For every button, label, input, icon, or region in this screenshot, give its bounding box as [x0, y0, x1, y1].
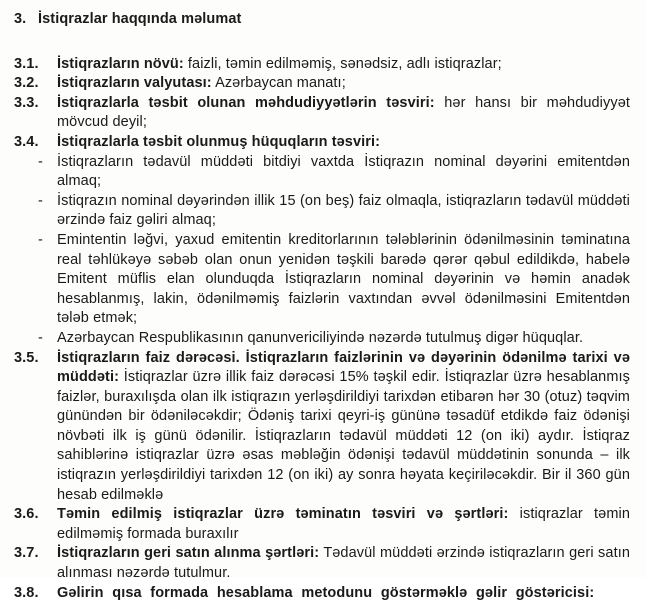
- section-number: 3.2.: [14, 75, 39, 92]
- section-number: 3.4.: [14, 133, 39, 150]
- bullet-dash: -: [38, 329, 43, 346]
- bullet-dash: -: [38, 153, 43, 170]
- heading-number: 3.: [14, 11, 27, 27]
- section-label: İstiqrazların faiz dərəcəsi. İstiqrazların faizlərinin və dəyərinin ödənilmə tarixi və müddəti:: [57, 349, 630, 386]
- section-number: 3.5.: [14, 349, 39, 366]
- section-3-4: [14, 133, 630, 153]
- section-label: İstiqrazların geri satın alınma şərtləri:: [57, 545, 320, 562]
- section-label: Təmin edilmiş istiqrazlar üzrə təminatın təsviri və şərtləri:: [57, 506, 509, 523]
- section-body: [57, 133, 630, 153]
- bullet-text: Emintentin ləğvi, yaxud emitentin kreditorlarının tələblərinin ödənilməsinin təminatına real təhlükəyə səbəb olan onun yenidən təşkili barədə qərər qəbul edildikdə, habelə Emitent müflis elan olunduqda İstiqrazların nominal dəyərinin və həmin anadək hesablanmış, lakin, ödənilməmiş faizlərin vaxtından əvvəl ödənilməsini Emitentdən tələb etmək;: [57, 231, 630, 327]
- section-number: 3.8.: [14, 584, 39, 601]
- section-number: 3.1.: [14, 55, 39, 72]
- document-heading: [14, 10, 630, 30]
- bullet-text: İstiqrazın nominal dəyərindən illik 15 (on beş) faiz olmaqla, istiqrazların tədavül müddəti ərzində faiz gəliri almaq;: [57, 192, 630, 229]
- bullet-text: Azərbaycan Respublikasının qanunvericiliyində nəzərdə tutulmuş digər hüquqlar.: [57, 329, 584, 346]
- section-body: [57, 505, 630, 544]
- section-number: 3.6.: [14, 506, 39, 523]
- section-3-1: [14, 55, 630, 75]
- section-3-3: [14, 94, 630, 133]
- section-text: Azərbaycan manatı;: [215, 75, 346, 92]
- bullet-dash: -: [38, 231, 43, 248]
- bullet-dash: -: [38, 192, 43, 209]
- section-text: hər hansı bir məhdudiyyət mövcud deyil;: [57, 94, 630, 131]
- list-item: [14, 153, 630, 192]
- section-3-8: [14, 584, 630, 603]
- section-text: Tədavül müddəti ərzində istiqrazların geri satın alınması nəzərdə tutulmur.: [57, 545, 630, 582]
- section-text: İstiqrazlar üzrə illik faiz dərəcəsi 15% təşkil edir. İstiqrazlar üzrə hesablanmış faizlər, buraxılışda olan ilk istiqrazın yerləşdirildiyi tarixdən etibarən hər 30 (otuz) təqvim günündən bir ödəniləcəkdir; Ödəniş tarixi qeyri-iş gününə təsadüf etdikdə faiz ödənişi növbəti ilk iş günü ödənilir. İstiqrazların tədavül müddəti 12 (on iki) aydır. İstiqraz sahiblərinə istiqrazlar üzrə əsas məbləğin ödənişi tədavül müddətinin sonunda – ilk istiqrazın yerləşdirildiyi tarixdən 12 (on iki) ay sonra həyata keçiriləcəkdir. Bir il 360 gün hesab edilməklə: [57, 369, 630, 503]
- section-number: 3.7.: [14, 545, 39, 562]
- section-body: [57, 584, 630, 603]
- bullet-text: İstiqrazların tədavül müddəti bitdiyi vaxtda İstiqrazın nominal dəyərini emitentdən almaq;: [57, 153, 630, 190]
- page-title: İstiqrazlar haqqında məlumat: [38, 11, 242, 27]
- section-3-5: [14, 349, 630, 506]
- section-body: [57, 349, 630, 506]
- section-label: İstiqrazların valyutası:: [57, 75, 212, 92]
- section-text: istiqrazlar təmin edilməmiş formada buraxılır: [57, 506, 630, 542]
- list-item: [14, 231, 630, 329]
- section-body: [57, 94, 630, 133]
- section-3-6: [14, 505, 630, 544]
- section-text: faizli, təmin edilməmiş, sənədsiz, adlı istiqrazlar;: [187, 55, 502, 72]
- list-item: [14, 329, 630, 349]
- section-body: [57, 55, 630, 75]
- section-body: [57, 74, 630, 94]
- section-3-2: [14, 74, 630, 94]
- section-label: İstiqrazlarla təsbit olunan məhdudiyyətlərin təsviri:: [57, 94, 435, 111]
- section-label: İstiqrazların növü:: [57, 55, 184, 72]
- section-number: 3.3.: [14, 94, 39, 111]
- section-label: Gəlirin qısa formada hesablama metodunu göstərməklə gəlir göstəricisi:: [57, 584, 595, 601]
- section-label: İstiqrazlarla təsbit olunmuş hüquqların təsviri:: [57, 133, 381, 150]
- list-item: [14, 192, 630, 231]
